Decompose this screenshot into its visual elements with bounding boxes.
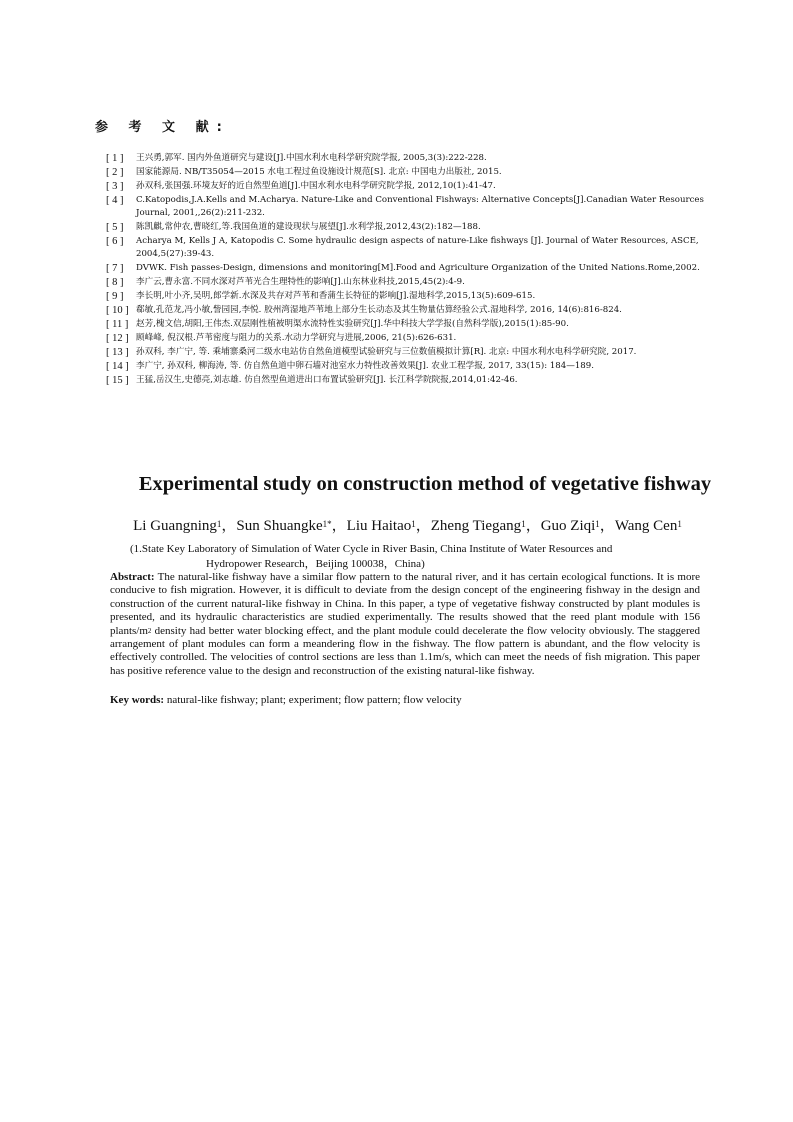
abstract-text-1: The natural-like fishway have a similar flow pattern to the natural river, and it has certain ecological functions. It is more conducive to fish migration. However, it is difficult to deviate from the design concept of the engineering fishway in the design and construction of the current natural-like fishway in China. In this paper, a type of vegetative fishway constructed by plant modules is presented, and its hydraulic characteristics are studied experimentally. The results showed that the reed plant module with 156 plants/m — [110, 571, 700, 637]
author-separator: ， — [415, 518, 431, 534]
author-name: Zheng Tiegang — [430, 518, 522, 534]
reference-text: 顾峰峰, 倪汉根.芦苇密度与阻力的关系.水动力学研究与进展,2006, 21(5):626-631. — [136, 333, 457, 343]
reference-text: 李广宁, 孙双科, 柳海涛, 等. 仿自然鱼道中卵石墙对池室水力特性改善效果[J]. 农业工程学报, 2017, 33(15): 184—189. — [136, 361, 594, 371]
keywords-text: natural-like fishway; plant; experiment; flow pattern; flow velocity — [164, 694, 462, 706]
reference-text: 李长明,叶小齐,吴明,郎学新.水深及共存对芦苇和香蒲生长特征的影响[J].湿地科学,2015,13(5):609-615. — [136, 291, 536, 301]
reference-number: [ 9 ] — [106, 291, 124, 302]
reference-text: 王兴勇,郭军. 国内外鱼道研究与建设[J].中国水利水电科学研究院学报, 2005,3(3):222-228. — [136, 153, 487, 163]
reference-number: [ 1 ] — [106, 153, 124, 164]
reference-number: [ 3 ] — [106, 181, 124, 192]
reference-item — [106, 304, 706, 317]
author-name: Wang Cen — [614, 518, 678, 534]
reference-text: Acharya M, Kells J A, Katopodis C. Some hydraulic design aspects of nature-Like fishways [J]. Journal of Water Resources, ASCE, 2004,5(27):39-43. — [136, 236, 699, 259]
reference-item — [106, 194, 706, 220]
reference-item — [106, 221, 706, 234]
abstract-label: Abstract: — [110, 571, 155, 583]
reference-number: [ 4 ] — [106, 195, 124, 206]
keywords-label: Key words: — [110, 694, 165, 706]
reference-number: [ 15 ] — [106, 375, 129, 386]
reference-item — [106, 166, 706, 179]
author-separator: ， — [525, 518, 541, 534]
reference-text: 陈凯麒,常仲农,曹晓红,等.我国鱼道的建设现状与展望[J].水利学报,2012,43(2):182—188. — [136, 222, 481, 232]
author-name: Liu Haitao — [346, 518, 412, 534]
reference-number: [ 10 ] — [106, 305, 129, 316]
reference-item — [106, 360, 706, 373]
english-title: Experimental study on construction method of vegetative fishway — [138, 473, 712, 495]
references-list — [106, 152, 706, 388]
references-heading: 参 考 文 献: — [95, 120, 230, 135]
author-affiliation-mark: 1 — [411, 519, 416, 529]
author-separator: ， — [599, 518, 615, 534]
author-name: Guo Ziqi — [540, 518, 596, 534]
reference-item — [106, 262, 706, 275]
author-affiliation-mark: 1 — [216, 519, 222, 529]
abstract-superscript: 2 — [147, 626, 152, 635]
reference-text: 李广云,曹永富.不同水深对芦苇光合生理特性的影响[J].山东林业科技,2015,45(2):4-9. — [136, 277, 465, 287]
author-affiliation-mark: 1 — [595, 519, 600, 529]
reference-item — [106, 318, 706, 331]
affiliation — [130, 542, 720, 572]
author-name: Li Guangning — [133, 518, 217, 534]
reference-number: [ 5 ] — [106, 222, 124, 233]
reference-number: [ 13 ] — [106, 347, 129, 358]
abstract-text-2: density had better water blocking effect, and the plant module could decelerate the flow velocity obviously. The staggered arrangement of plant modules can form a meandering flow in the fishway. The flow pattern is abundant, and the flow velocity is effectively controlled. The velocities of control sections are less than 1.1m/s, which can meet the needs of fish migration. This paper has positive reference value to the design and reconstruction of the existing natural-like fishway. — [110, 624, 700, 677]
reference-item — [106, 346, 706, 359]
reference-number: [ 2 ] — [106, 167, 124, 178]
author-separator: ， — [221, 518, 237, 534]
author-name: Sun Shuangke — [236, 518, 323, 534]
reference-text: 赵芳,槐文信,胡阳,王伟杰.双层刚性植被明渠水流特性实验研究[J].华中科技大学学报(自然科学版),2015(1):85-90. — [136, 319, 569, 329]
reference-number: [ 12 ] — [106, 333, 129, 344]
reference-text: DVWK. Fish passes-Design, dimensions and monitoring[M].Food and Agriculture Organization of the United Nations.Rome,2002. — [136, 263, 700, 273]
reference-item — [106, 152, 706, 165]
reference-item — [106, 276, 706, 289]
reference-item — [106, 332, 706, 345]
keywords — [110, 694, 700, 707]
author-separator: ， — [331, 518, 347, 534]
reference-text: C.Katopodis,J.A.Kells and M.Acharya. Nature-Like and Conventional Fishways: Alternative Concepts[J].Canadian Water Resources Journal, 2001,,26(2):211-232. — [136, 195, 704, 218]
reference-text: 孙双科,张国强.环境友好的近自然型鱼道[J].中国水利水电科学研究院学报, 2012,10(1):41-47. — [136, 181, 496, 191]
reference-text: 王猛,岳汉生,史德亮,刘志雄. 仿自然型鱼道进出口布置试验研究[J]. 长江科学院院报,2014,01:42-46. — [136, 375, 518, 385]
affiliation-line-1: (1.State Key Laboratory of Simulation of Water Cycle in River Basin, China Institute of Water Resources and — [130, 543, 613, 555]
reference-text: 郗敏,孔范龙,冯小敏,訾园园,李悦. 胶州湾湿地芦苇地上部分生长动态及其生物量估算经验公式.湿地科学, 2016, 14(6):816-824. — [136, 305, 622, 315]
author-affiliation-mark: 1* — [322, 519, 332, 529]
reference-number: [ 8 ] — [106, 277, 124, 288]
reference-text: 国家能源局. NB/T35054—2015 水电工程过鱼设施设计规范[S]. 北京: 中国电力出版社, 2015. — [136, 167, 502, 177]
reference-item — [106, 374, 706, 387]
reference-item — [106, 180, 706, 193]
author-affiliation-mark: 1 — [521, 519, 526, 529]
reference-text: 孙双科, 李广宁, 等. 乘埔寨桑河二级水电站仿自然鱼道模型试验研究与三位数值模拟计算[R]. 北京: 中国水利水电科学研究院, 2017. — [136, 347, 637, 357]
author-affiliation-mark: 1 — [677, 519, 682, 529]
reference-number: [ 14 ] — [106, 361, 129, 372]
reference-number: [ 6 ] — [106, 236, 124, 247]
reference-item — [106, 235, 706, 261]
reference-number: [ 11 ] — [106, 319, 129, 330]
affiliation-line-2: Hydropower Research，Beijing 100038，China) — [206, 558, 425, 570]
abstract — [110, 571, 700, 678]
author-list — [100, 517, 715, 535]
reference-item — [106, 290, 706, 303]
reference-number: [ 7 ] — [106, 263, 124, 274]
